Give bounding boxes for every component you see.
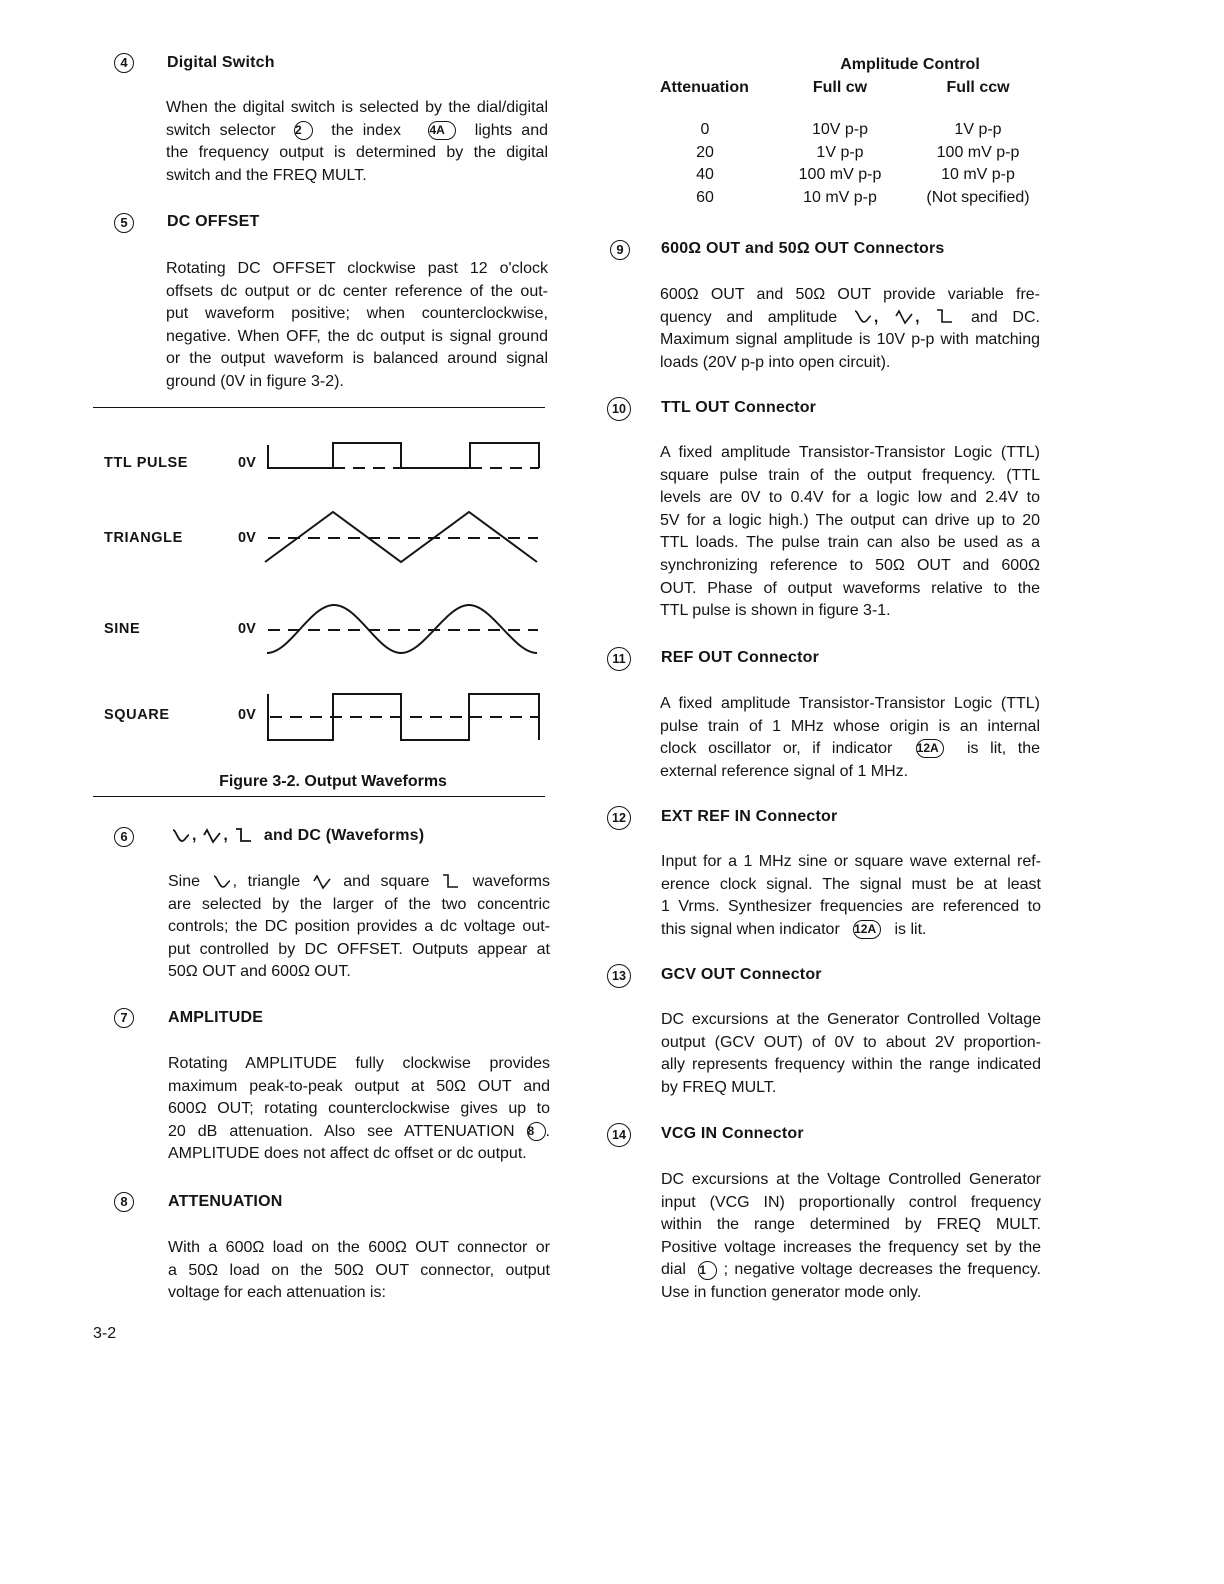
text-line: 5V for a logic high.) The output can drive up to 20 bbox=[660, 511, 1040, 529]
figure-caption: Figure 3-2. Output Waveforms bbox=[219, 773, 447, 790]
ttl-out-text bbox=[660, 442, 1040, 623]
text-line: clock oscillator or, if indicator 12A is lit, the bbox=[660, 740, 1041, 758]
text-line: ally represents frequency within the range indicated bbox=[661, 1056, 1041, 1074]
ttl-pulse-waveform bbox=[268, 443, 539, 468]
table-cell: 1V p-p bbox=[816, 143, 864, 161]
vcg-in-text bbox=[661, 1169, 1041, 1305]
waveform-label-triangle: TRIANGLE bbox=[104, 530, 183, 546]
text-line: switch and the FREQ MULT. bbox=[166, 166, 367, 184]
table-header: Full ccw bbox=[946, 78, 1010, 96]
section-number-4: 4 bbox=[114, 53, 134, 73]
section-number-14: 14 bbox=[607, 1123, 631, 1147]
text-line: external reference signal of 1 MHz. bbox=[660, 762, 909, 780]
table-cell: 10 mV p-p bbox=[803, 188, 877, 206]
text-line: the frequency output is determined by the digital bbox=[166, 144, 548, 162]
text-line: 600Ω OUT; rotating counterclockwise gives up to bbox=[168, 1100, 550, 1118]
text-line: 1 Vrms. Synthesizer frequencies are referenced to bbox=[661, 898, 1041, 916]
text-line: Input for a 1 MHz sine or square wave external ref- bbox=[661, 853, 1041, 870]
waveform-label-ttl-pulse: TTL PULSE bbox=[104, 455, 189, 471]
text-line: this signal when indicator 12A is lit. bbox=[661, 920, 927, 938]
callout-4a: 4A bbox=[428, 121, 456, 140]
section-number-12: 12 bbox=[607, 806, 631, 830]
text-line: voltage for each attenuation is: bbox=[168, 1284, 386, 1302]
text-line: square pulse train of the output frequency. (TTL bbox=[660, 466, 1040, 484]
callout-12a: 12A bbox=[916, 739, 944, 758]
triangle-wave-icon bbox=[893, 308, 915, 326]
text-line: ground (0V in figure 3-2). bbox=[166, 372, 344, 390]
text-line: A fixed amplitude Transistor-Transistor Logic (TTL) bbox=[660, 695, 1040, 712]
text-line: levels are 0V to 0.4V for a logic low and 2.4V to bbox=[660, 489, 1040, 507]
section-number-6: 6 bbox=[114, 827, 134, 847]
text-line: With a 600Ω load on the 600Ω OUT connector or bbox=[168, 1239, 550, 1256]
section-title-out-connectors: 600Ω OUT and 50Ω OUT Connectors bbox=[661, 240, 945, 257]
text-line: DC excursions at the Voltage Controlled Generator bbox=[661, 1171, 1041, 1188]
section-number-10: 10 bbox=[607, 397, 631, 421]
section-number-13: 13 bbox=[607, 964, 631, 988]
section-title-ttl-out: TTL OUT Connector bbox=[661, 399, 817, 416]
table-header: Full cw bbox=[812, 78, 868, 96]
callout-1: 1 bbox=[698, 1261, 717, 1280]
text-line: Sine , triangle and square waveforms bbox=[168, 873, 550, 890]
table-row bbox=[660, 142, 1048, 165]
text-line: input (VCG IN) proportionally control frequency bbox=[661, 1193, 1041, 1211]
text-line: controls; the DC position provides a dc voltage out- bbox=[168, 918, 550, 936]
text-line: by FREQ MULT. bbox=[661, 1078, 777, 1096]
text-line: Rotating AMPLITUDE fully clockwise provides bbox=[168, 1055, 550, 1072]
text-line: DC excursions at the Generator Controlled Voltage bbox=[661, 1011, 1041, 1028]
out-connectors-text bbox=[660, 284, 1040, 374]
callout-12a: 12A bbox=[853, 920, 881, 939]
page-number: 3-2 bbox=[93, 1325, 117, 1342]
text-line: synchronizing reference to 50Ω OUT and 600Ω bbox=[660, 556, 1040, 574]
table-cell: 100 mV p-p bbox=[936, 143, 1020, 161]
amplitude-text bbox=[168, 1053, 550, 1166]
text-line: 20 dB attenuation. Also see ATTENUATION 8 . bbox=[168, 1122, 550, 1140]
gcv-out-text bbox=[661, 1009, 1041, 1099]
text-line: quency and amplitude , , and DC. bbox=[660, 308, 1040, 326]
section-title-vcg-in: VCG IN Connector bbox=[661, 1125, 804, 1142]
section-number-9: 9 bbox=[610, 240, 630, 260]
text-line: are selected by the larger of the two concentric bbox=[168, 895, 550, 913]
section-title-waveforms: , , and DC (Waveforms) bbox=[170, 826, 424, 846]
table-row bbox=[660, 164, 1048, 187]
table-header: Attenuation bbox=[660, 78, 749, 96]
table-row bbox=[660, 119, 1048, 142]
section-title-gcv-out: GCV OUT Connector bbox=[661, 966, 822, 983]
table-cell: 40 bbox=[696, 166, 714, 184]
callout-2: 2 bbox=[294, 121, 313, 140]
table-cell: 1V p-p bbox=[954, 121, 1002, 139]
square-wave-icon bbox=[233, 826, 255, 846]
text-line: Positive voltage increases the frequency set by the bbox=[661, 1238, 1041, 1256]
text-line: Use in function generator mode only. bbox=[661, 1283, 922, 1301]
text-line: erence clock signal. The signal must be at least bbox=[661, 875, 1041, 893]
waveforms-text bbox=[168, 871, 550, 984]
attenuation-table bbox=[660, 54, 1048, 209]
figure-bottom-rule bbox=[93, 796, 545, 797]
text-line: TTL pulse is shown in figure 3-1. bbox=[660, 602, 891, 620]
text-line: When the digital switch is selected by the dial/digital bbox=[166, 99, 548, 116]
sine-wave-icon bbox=[211, 873, 233, 891]
text-line: OUT. Phase of output waveforms relative to the bbox=[660, 579, 1040, 597]
callout-8: 8 bbox=[527, 1122, 546, 1141]
section-title-ref-out: REF OUT Connector bbox=[661, 649, 820, 666]
section-title-attenuation: ATTENUATION bbox=[168, 1193, 283, 1210]
triangle-wave-icon bbox=[201, 826, 223, 846]
triangle-wave-icon bbox=[311, 873, 333, 891]
section-title-digital-switch: Digital Switch bbox=[167, 54, 275, 71]
section-number-11: 11 bbox=[607, 647, 631, 671]
text-line: put controlled by DC OFFSET. Outputs appear at bbox=[168, 940, 550, 958]
text-line: loads (20V p-p into open circuit). bbox=[660, 353, 891, 371]
text-line: TTL loads. The pulse train can also be used as a bbox=[660, 534, 1040, 552]
text-line: pulse train of 1 MHz whose origin is an internal bbox=[660, 717, 1040, 735]
section-title-dc-offset: DC OFFSET bbox=[167, 213, 260, 230]
sine-wave-icon bbox=[852, 308, 874, 326]
table-cell: (Not specified) bbox=[926, 188, 1030, 206]
text-line: A fixed amplitude Transistor-Transistor Logic (TTL) bbox=[660, 444, 1040, 461]
text-line: maximum peak-to-peak output at 50Ω OUT and bbox=[168, 1077, 550, 1095]
table-row bbox=[660, 187, 1048, 210]
text-line: Maximum signal amplitude is 10V p-p with matching bbox=[660, 331, 1040, 349]
sine-wave-icon bbox=[170, 826, 192, 846]
text-line: switch selector 2 the index 4A lights and bbox=[166, 121, 548, 139]
square-wave-icon bbox=[440, 873, 462, 891]
table-cell: 60 bbox=[696, 188, 714, 206]
text-line: output (GCV OUT) of 0V to about 2V proportion- bbox=[661, 1033, 1041, 1051]
section-number-7: 7 bbox=[114, 1008, 134, 1028]
table-cell: 10V p-p bbox=[811, 121, 869, 139]
zero-volt-label: 0V bbox=[238, 455, 256, 471]
text-line: AMPLITUDE does not affect dc offset or dc output. bbox=[168, 1145, 527, 1163]
text-line: Rotating DC OFFSET clockwise past 12 o'clock bbox=[166, 260, 548, 277]
waveform-label-square: SQUARE bbox=[104, 707, 170, 723]
text-line: 600Ω OUT and 50Ω OUT provide variable fre- bbox=[660, 286, 1040, 303]
section-title-amplitude: AMPLITUDE bbox=[168, 1009, 264, 1026]
ref-out-text bbox=[660, 693, 1040, 783]
attenuation-text bbox=[168, 1237, 550, 1305]
square-wave-icon bbox=[934, 308, 956, 326]
section-number-8: 8 bbox=[114, 1192, 134, 1212]
zero-volt-label: 0V bbox=[238, 530, 256, 546]
text-line: dial 1 ; negative voltage decreases the frequency. bbox=[661, 1261, 1042, 1279]
section-number-5: 5 bbox=[114, 213, 134, 233]
zero-volt-label: 0V bbox=[238, 707, 256, 723]
table-cell: 0 bbox=[700, 121, 710, 139]
text-line: or the output waveform is balanced around signal bbox=[166, 350, 548, 368]
text-line: a 50Ω load on the 50Ω OUT connector, output bbox=[168, 1261, 550, 1279]
text-line: within the range determined by FREQ MULT. bbox=[661, 1216, 1041, 1234]
text-line: put waveform positive; when counterclockwise, bbox=[166, 305, 548, 323]
ext-ref-in-text bbox=[661, 851, 1041, 941]
section-title-ext-ref-in: EXT REF IN Connector bbox=[661, 808, 838, 825]
table-cell: 10 mV p-p bbox=[941, 166, 1015, 184]
waveform-label-sine: SINE bbox=[104, 621, 141, 637]
text-line: offsets dc output or dc center reference of the out- bbox=[166, 282, 548, 300]
table-group-header: Amplitude Control bbox=[840, 56, 980, 74]
text-line: 50Ω OUT and 600Ω OUT. bbox=[168, 963, 351, 981]
zero-volt-label: 0V bbox=[238, 621, 256, 637]
table-cell: 100 mV p-p bbox=[798, 166, 882, 184]
table-cell: 20 bbox=[696, 143, 714, 161]
text-line: negative. When OFF, the dc output is signal ground bbox=[166, 327, 548, 345]
